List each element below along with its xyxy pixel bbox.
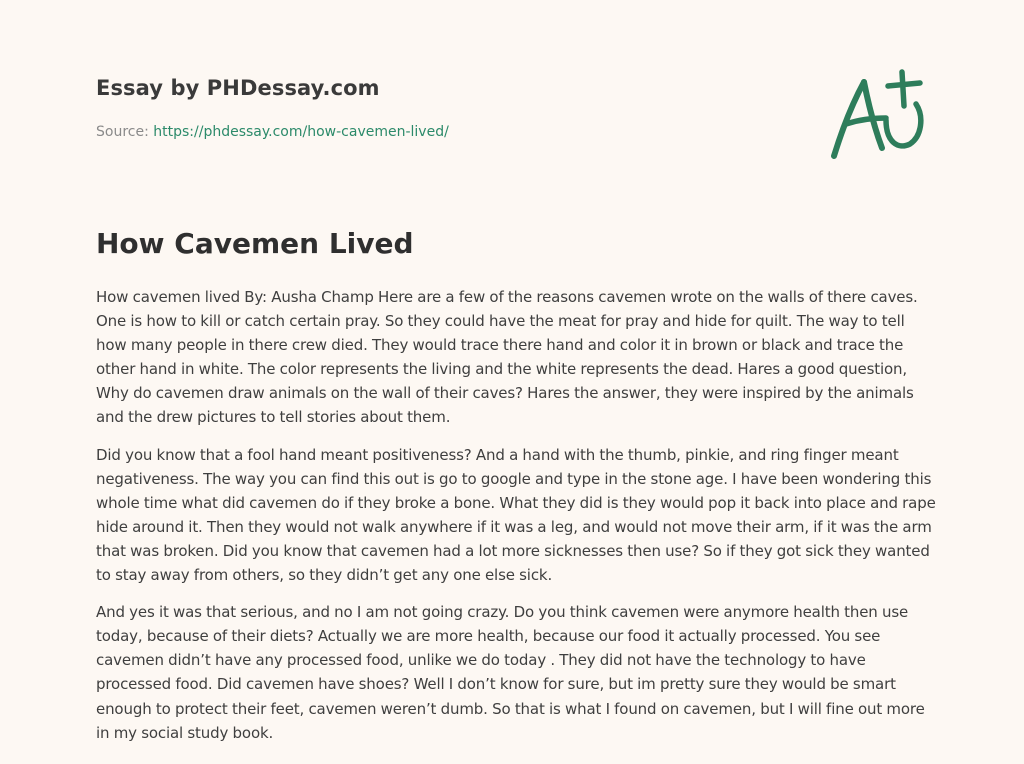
a-plus-logo-icon (828, 68, 928, 164)
essay-title: How Cavemen Lived (96, 227, 414, 260)
essay-body (96, 285, 936, 758)
page-header (96, 74, 928, 184)
essay-paragraph: How cavemen lived By: Ausha Champ Here are a few of the reasons cavemen wrote on the walls of there caves. One is how to kill or catch certain pray. So they could have the meat for pray and hide for quilt. The way to tell how many people in there crew died. They would trace there hand and color it in brown or black and trace the other hand in white. The color represents the living and the white represents the dead. Hares a good question, Why do cavemen draw animals on the wall of their caves? Hares the answer, they were inspired by the animals and the drew pictures to tell stories about them. (96, 288, 918, 427)
source-link[interactable]: https://phdessay.com/how-cavemen-lived/ (153, 124, 449, 140)
source-label: Source: (96, 124, 154, 140)
site-title: Essay by PHDessay.com (96, 76, 380, 100)
essay-paragraph: Did you know that a fool hand meant positiveness? And a hand with the thumb, pinkie, and ring finger meant negativeness. The way you can find this out is go to google and type in the stone age. I have been wondering this whole time what did cavemen do if they broke a bone. What they did is they would pop it back into place and rape hide around it. Then they would not walk anywhere if it was a leg, and would not move their arm, if it was the arm that was broken. Did you know that cavemen had a lot more sicknesses then use? So if they got sick they wanted to stay away from others, so they didn’t get any one else sick. (96, 445, 936, 585)
essay-paragraph: And yes it was that serious, and no I am not going crazy. Do you think cavemen were anymore health then use today, because of their diets? Actually we are more health, because our food it actually processed. You see cavemen didn’t have any processed food, unlike we do today . They did not have the technology to have processed food. Did cavemen have shoes? Well I don’t know for sure, but im pretty sure they would be smart enough to protect their feet, cavemen weren’t dumb. So that is what I found on cavemen, but I will fine out more in my social study book. (96, 603, 925, 742)
source-line (96, 124, 449, 140)
